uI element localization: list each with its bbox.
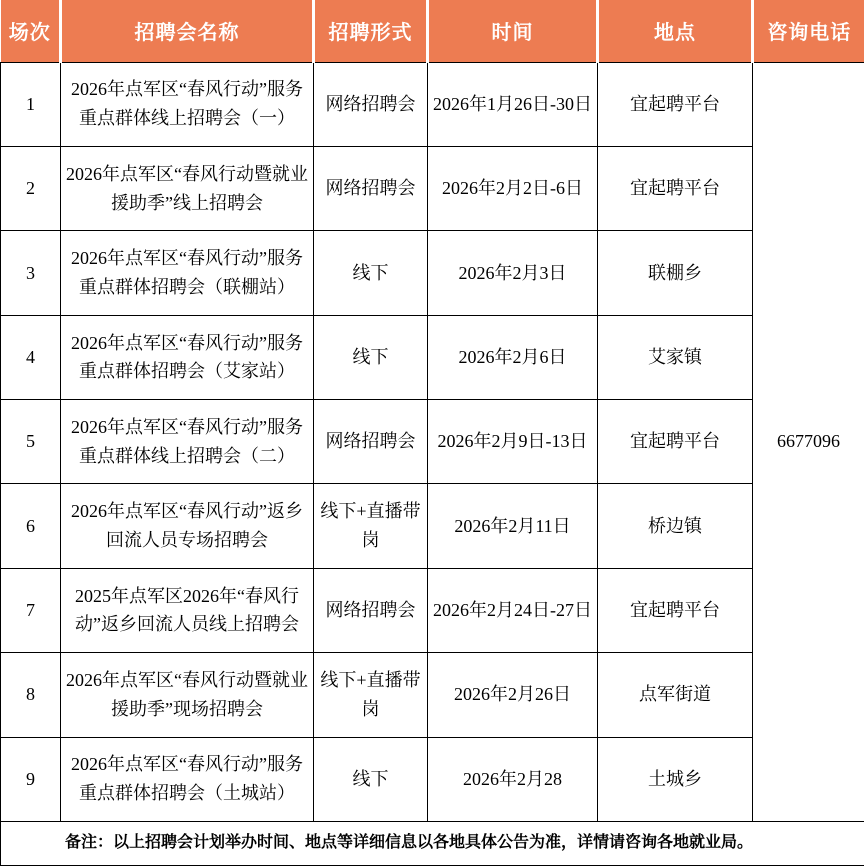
- table-row: [1, 737, 864, 822]
- note-row: [1, 822, 864, 866]
- time-cell: 2026年2月3日: [428, 231, 598, 315]
- time-cell: 2026年2月6日: [428, 315, 598, 399]
- session-no-cell: 8: [1, 653, 61, 737]
- session-no-cell: 3: [1, 231, 61, 315]
- table-row: [1, 484, 864, 568]
- session-no-cell: 9: [1, 737, 61, 822]
- place-cell: 土城乡: [598, 737, 753, 822]
- table-footer: [1, 822, 864, 866]
- fair-name-cell: 2026年点军区“春风行动暨就业援助季”现场招聘会: [61, 653, 314, 737]
- header-place: 地点: [598, 0, 753, 62]
- place-cell: 宜起聘平台: [598, 62, 753, 146]
- place-cell: 艾家镇: [598, 315, 753, 399]
- fair-form-cell: 线下: [314, 737, 428, 822]
- fair-name-cell: 2026年点军区“春风行动”服务重点群体线上招聘会（二）: [61, 400, 314, 484]
- fair-form-cell: 网络招聘会: [314, 62, 428, 146]
- header-row: [1, 0, 864, 62]
- fair-name-cell: 2025年点军区2026年“春风行动”返乡回流人员线上招聘会: [61, 568, 314, 652]
- table-row: [1, 62, 864, 146]
- place-cell: 宜起聘平台: [598, 146, 753, 230]
- fair-form-cell: 线下: [314, 231, 428, 315]
- fair-name-cell: 2026年点军区“春风行动暨就业援助季”线上招聘会: [61, 146, 314, 230]
- note-text: 备注：以上招聘会计划举办时间、地点等详细信息以各地具体公告为准，详情请咨询各地就业局。: [1, 822, 864, 866]
- header-time: 时间: [428, 0, 598, 62]
- place-cell: 宜起聘平台: [598, 568, 753, 652]
- fair-name-cell: 2026年点军区“春风行动”返乡回流人员专场招聘会: [61, 484, 314, 568]
- time-cell: 2026年2月24日-27日: [428, 568, 598, 652]
- time-cell: 2026年1月26日-30日: [428, 62, 598, 146]
- phone-cell: 6677096: [753, 62, 864, 822]
- table-row: [1, 568, 864, 652]
- time-cell: 2026年2月2日-6日: [428, 146, 598, 230]
- fair-form-cell: 线下+直播带岗: [314, 484, 428, 568]
- fair-name-cell: 2026年点军区“春风行动”服务重点群体招聘会（联棚站）: [61, 231, 314, 315]
- session-no-cell: 5: [1, 400, 61, 484]
- table-row: [1, 315, 864, 399]
- place-cell: 桥边镇: [598, 484, 753, 568]
- session-no-cell: 2: [1, 146, 61, 230]
- place-cell: 点军街道: [598, 653, 753, 737]
- fair-form-cell: 网络招聘会: [314, 568, 428, 652]
- time-cell: 2026年2月28: [428, 737, 598, 822]
- time-cell: 2026年2月11日: [428, 484, 598, 568]
- time-cell: 2026年2月9日-13日: [428, 400, 598, 484]
- session-no-cell: 7: [1, 568, 61, 652]
- fair-form-cell: 网络招聘会: [314, 146, 428, 230]
- header-fair-name: 招聘会名称: [61, 0, 314, 62]
- table-row: [1, 653, 864, 737]
- fair-form-cell: 网络招聘会: [314, 400, 428, 484]
- header-fair-form: 招聘形式: [314, 0, 428, 62]
- session-no-cell: 1: [1, 62, 61, 146]
- session-no-cell: 6: [1, 484, 61, 568]
- place-cell: 宜起聘平台: [598, 400, 753, 484]
- fair-name-cell: 2026年点军区“春风行动”服务重点群体招聘会（艾家站）: [61, 315, 314, 399]
- session-no-cell: 4: [1, 315, 61, 399]
- table-row: [1, 400, 864, 484]
- place-cell: 联棚乡: [598, 231, 753, 315]
- fair-name-cell: 2026年点军区“春风行动”服务重点群体线上招聘会（一）: [61, 62, 314, 146]
- table-row: [1, 231, 864, 315]
- fair-form-cell: 线下: [314, 315, 428, 399]
- time-cell: 2026年2月26日: [428, 653, 598, 737]
- table-body: [1, 62, 864, 822]
- table-row: [1, 146, 864, 230]
- header-phone: 咨询电话: [753, 0, 864, 62]
- header-session-no: 场次: [1, 0, 61, 62]
- table-header: [1, 0, 864, 62]
- fair-name-cell: 2026年点军区“春风行动”服务重点群体招聘会（土城站）: [61, 737, 314, 822]
- fair-form-cell: 线下+直播带岗: [314, 653, 428, 737]
